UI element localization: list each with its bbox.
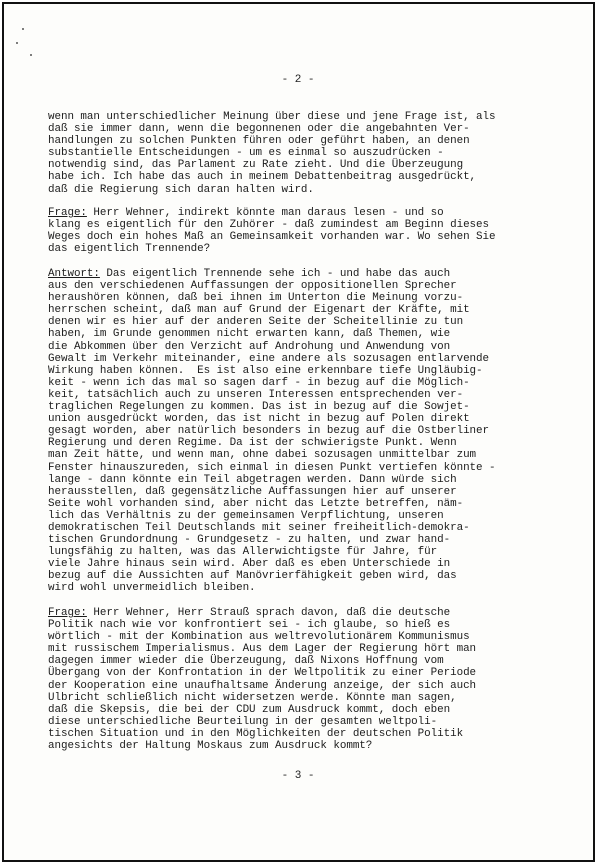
text-line: notwendig sind, das Parlament zu Rate zieht. Und die Überzeugung — [48, 159, 464, 172]
text-line: wenn man unterschiedlicher Meinung über diese und jene Frage ist, als — [48, 111, 496, 123]
text-line: keit - wenn ich das mal so sagen darf - in bezug auf die Möglich- — [48, 376, 470, 389]
text-line: herrschen scheint, daß man auf Grund der Eigenart der Kräfte, mit — [48, 304, 470, 317]
text-line: Gewalt im Verkehr miteinander, eine andere als sozusagen entlarvende — [48, 352, 490, 365]
question-label: Frage: — [48, 607, 87, 619]
text-line: lungsfähig zu halten, was das Allerwichtigste für Jahre, für — [48, 546, 438, 559]
text-line: Weges doch ein hohes Maß an Gemeinsamkeit vorhanden war. Wo sehen Sie — [48, 231, 496, 244]
paper-speck — [16, 42, 18, 44]
page-number-top: - 2 - — [281, 74, 315, 86]
text-line: dagegen immer wieder die Überzeugung, daß Nixons Hoffnung vom — [48, 655, 444, 668]
answer-label: Antwort: — [48, 268, 100, 280]
question-label: Frage: — [48, 207, 87, 219]
text-line: diese unterschiedliche Beurteilung in der gesamten weltpoli- — [48, 715, 438, 728]
text-line: Seite wohl vorhanden sind, aber nicht das Letzte betreffen, näm- — [48, 497, 464, 510]
question-text: Herr Wehner, indirekt könnte man daraus lesen - und so — [86, 207, 444, 219]
text-line: lich das Verhältnis zu der gemeinsamen Verpflichtung, unseren — [48, 509, 444, 522]
text-line: lange - dann könnte ein Teil abgetragen werden. Dann würde sich — [48, 473, 457, 486]
text-line: die Abkommen über den Verzicht auf Androhung und Anwendung von — [48, 340, 451, 353]
answer-text: Das eigentlich Trennende sehe ich - und habe das auch — [99, 268, 451, 280]
text-line: daß die Regierung sich daran halten wird. — [48, 183, 314, 196]
text-line: das eigentlich Trennende? — [48, 243, 211, 256]
paragraph-answer — [48, 268, 548, 595]
text-line: Übergang von der Konfrontation in der Weltpolitik zu einer Periode — [48, 667, 477, 680]
text-line: wird wohl unvermeidlich bleiben. — [48, 582, 256, 595]
text-line: klang es eigentlich für den Zuhörer - daß zumindest am Beginn dieses — [48, 219, 490, 232]
text-line: traglichen Regelungen zu kommen. Das ist in bezug auf die Sowjet- — [48, 401, 470, 414]
text-line: mit russischem Imperialismus. Aus dem Lager der Regierung hört man — [48, 643, 477, 656]
text-line: gesagt worden, aber natürlich besonders in bezug auf die Ostberliner — [48, 425, 490, 438]
text-line: Politik nach wie vor konfrontiert sei - ich glaube, so hieß es — [48, 619, 451, 632]
text-line: wörtlich - mit der Kombination aus weltrevolutionärem Kommunismus — [48, 631, 470, 644]
text-line: man Zeit hätte, und wenn man, ohne dabei sozusagen unmittelbar zum — [48, 449, 477, 462]
text-line: der Kooperation eine unaufhaltsame Änderung anzeige, der sich auch — [48, 679, 477, 692]
text-line: tischen Situation und in den Möglichkeiten der deutschen Politik — [48, 727, 464, 740]
text-line: keit, tatsächlich auch zu unseren Interessen entsprechenden ver- — [48, 388, 464, 401]
text-line: haben, im Grunde genommen nicht erwarten kann, daß Themen, wie — [48, 328, 451, 341]
text-line: herausstellen, daß gegensätzliche Auffassungen hier auf unserer — [48, 485, 457, 498]
text-line — [48, 268, 548, 280]
text-line: angesichts der Haltung Moskaus zum Ausdruck kommt? — [48, 740, 373, 753]
text-line — [48, 207, 548, 219]
text-line: heraushören können, daß bei ihnen im Unterton die Meinung vorzu- — [48, 292, 464, 305]
text-line — [48, 607, 548, 619]
paper-speck — [22, 28, 24, 30]
text-line: tischen Grundordnung - Grundgesetz - zu halten, und zwar hand- — [48, 534, 451, 547]
text-line: Wirkung haben können. Es ist also eine erkennbare tiefe Ungläubig- — [48, 364, 483, 377]
text-line: union ausgedrückt worden, das ist nicht in bezug auf Polen direkt — [48, 413, 470, 426]
text-line: habe ich. Ich habe das auch in meinem Debattenbeitrag ausgedrückt, — [48, 171, 477, 184]
text-line: denen wir es hier auf der anderen Seite der Scheitellinie zu tun — [48, 316, 464, 329]
paragraph-question-2 — [48, 607, 548, 752]
page-number-bottom: - 3 - — [281, 770, 315, 782]
text-line: aus den verschiedenen Auffassungen der oppositionellen Sprecher — [48, 280, 457, 293]
text-line: viele Jahre hinaus sein wird. Aber daß es eben Unterschiede in — [48, 558, 451, 571]
text-line: bezug auf die Aussichten auf Manövrierfähigkeit geben wird, das — [48, 570, 457, 583]
paragraph-question-1 — [48, 207, 548, 255]
text-line: substantielle Entscheidungen - um es einmal so auszudrücken - — [48, 147, 444, 160]
text-line: Ulbricht schließlich nicht widersetzen werde. Könnte man sagen, — [48, 691, 457, 704]
text-line: daß die Skepsis, die bei der CDU zum Ausdruck kommt, doch eben — [48, 703, 451, 716]
paper-speck — [30, 54, 32, 56]
text-line: demokratischen Teil Deutschlands mit seiner freiheitlich-demokra- — [48, 521, 470, 534]
question-text: Herr Wehner, Herr Strauß sprach davon, daß die deutsche — [86, 607, 451, 619]
text-line: Regierung und deren Regime. Da ist der schwierigste Punkt. Wenn — [48, 437, 457, 450]
paragraph-intro — [48, 111, 548, 196]
text-line: daß sie immer dann, wenn die begonnenen oder die angebahnten Ver- — [48, 123, 470, 136]
text-line: Fenster hinauszureden, sich einmal in diesen Punkt vertiefen könnte - — [48, 461, 496, 474]
text-line: handlungen zu solchen Punkten führen oder geführt haben, an denen — [48, 135, 470, 148]
